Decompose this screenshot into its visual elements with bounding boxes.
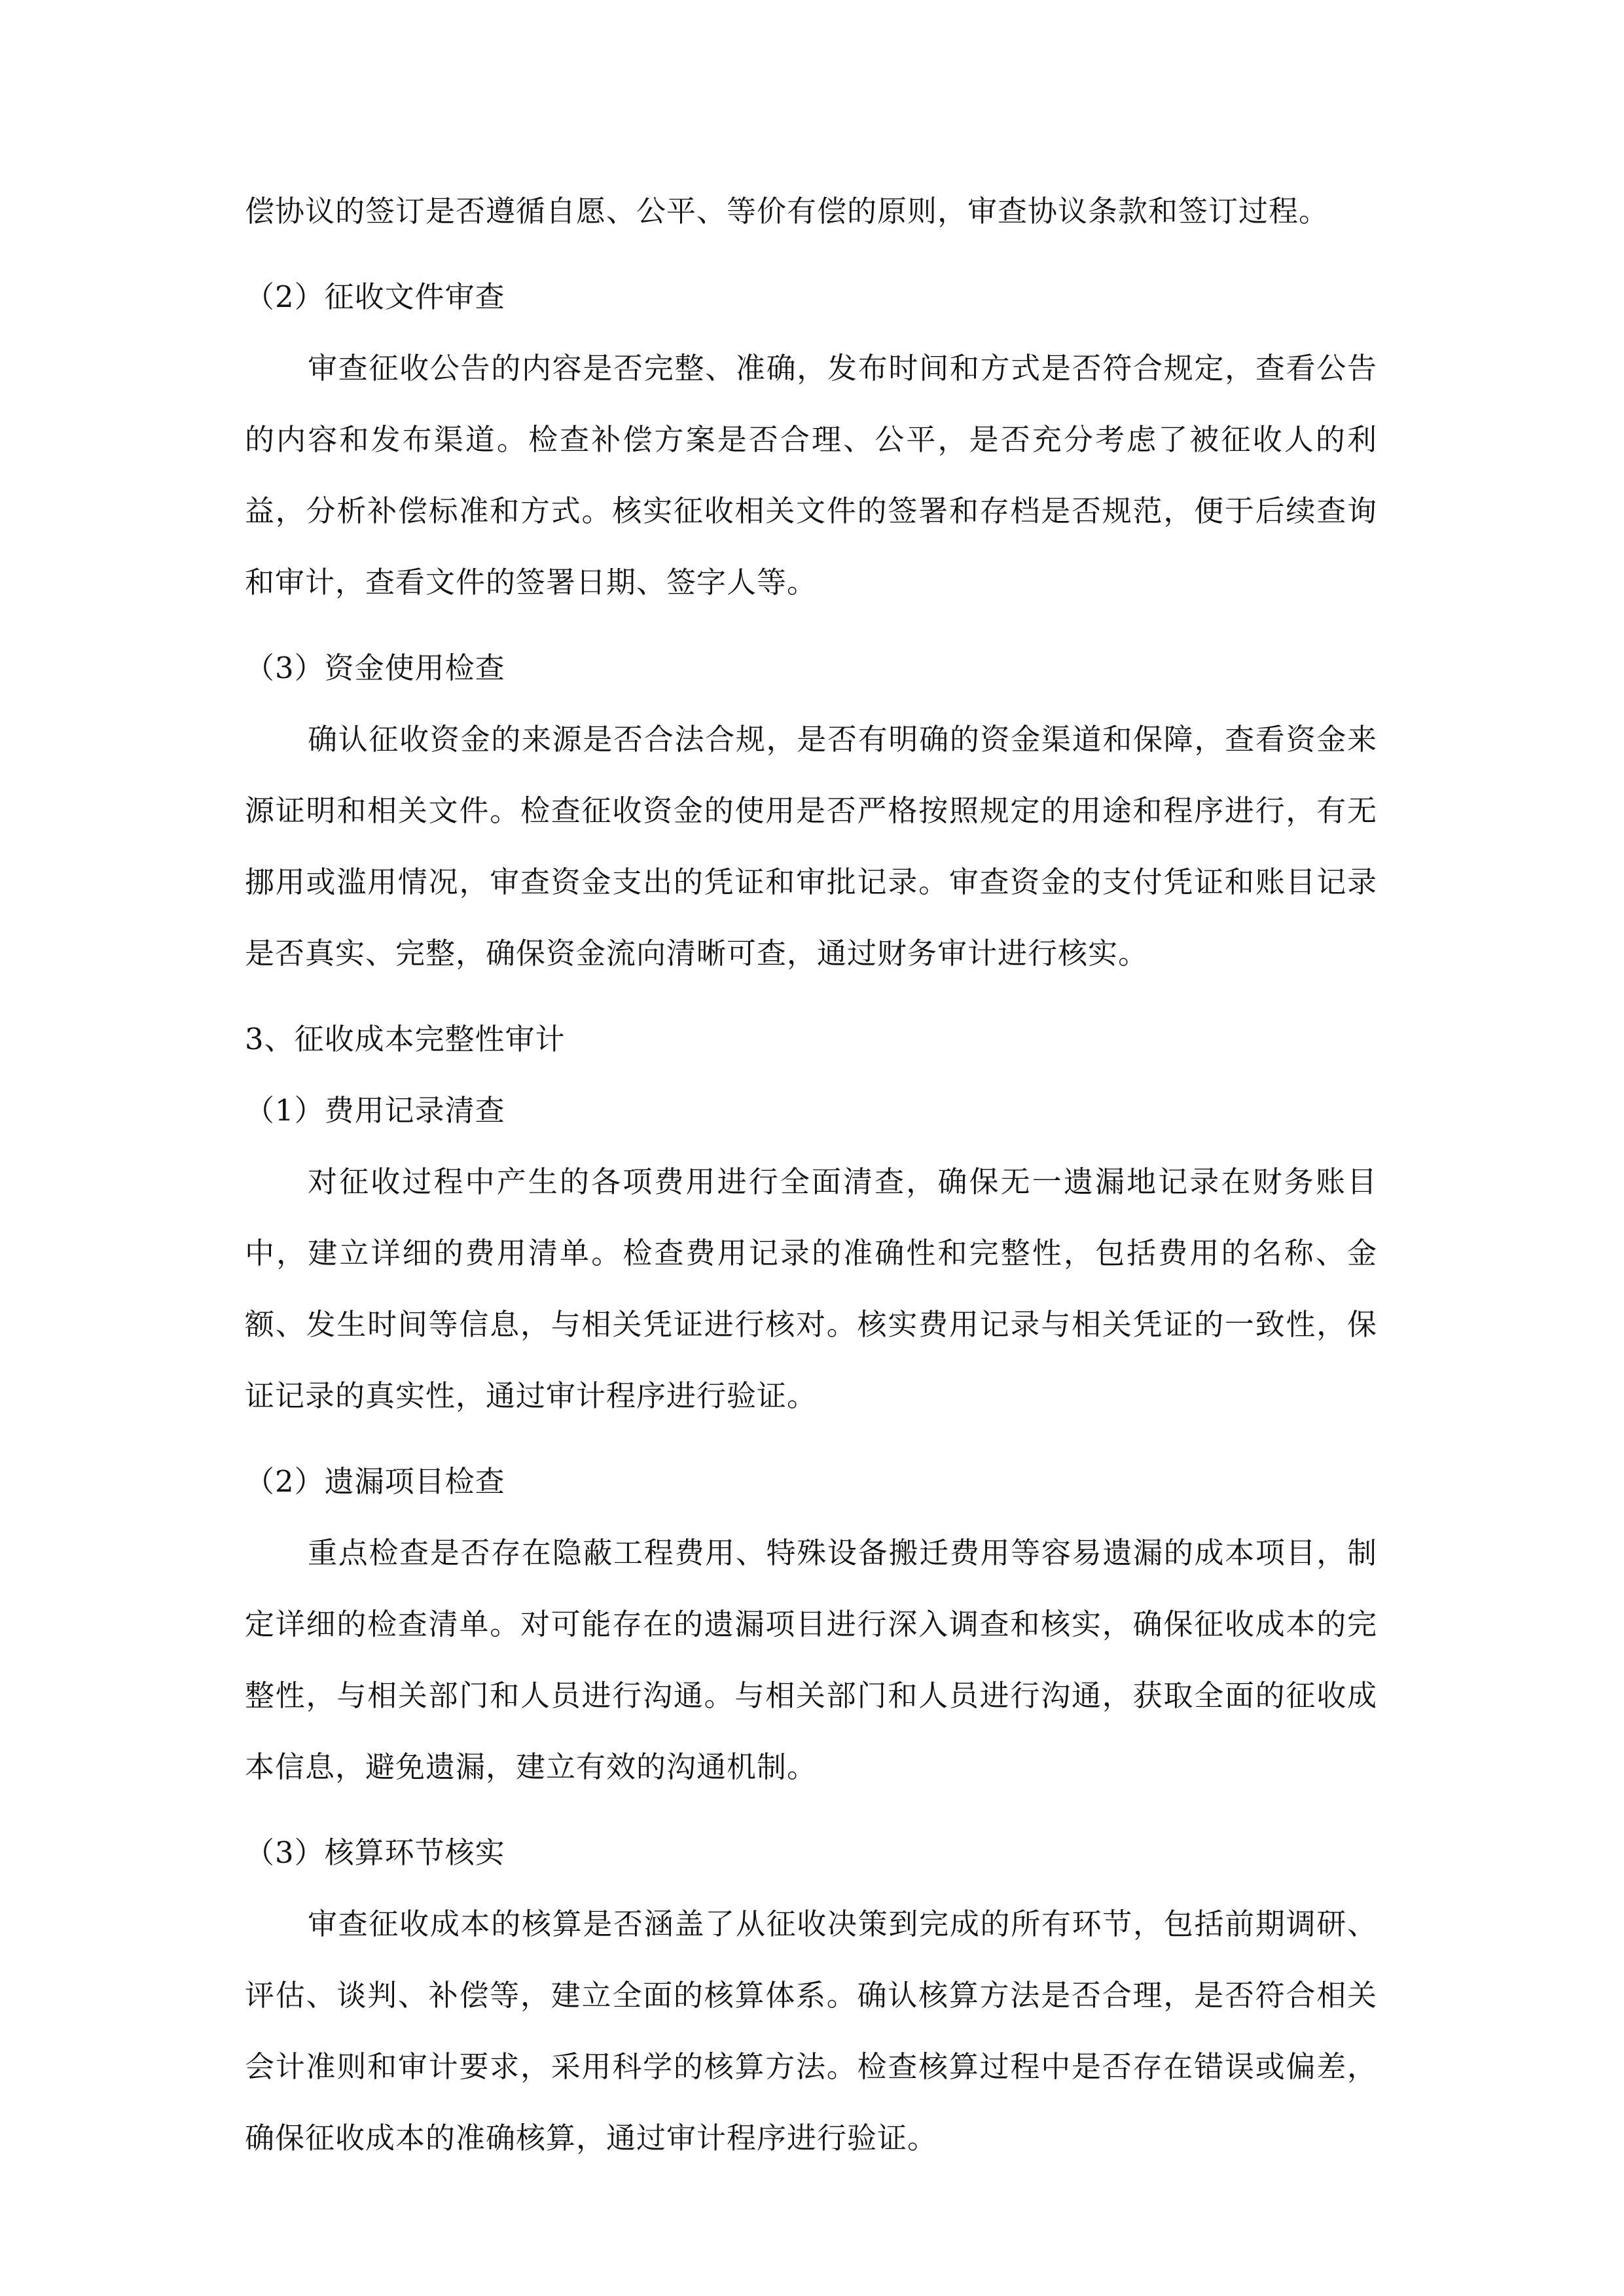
- section-paragraph: 确认征收资金的来源是否合法合规，是否有明确的资金渠道和保障，查看资金来源证明和相关文件。检查征收资金的使用是否严格按照规定的用途和程序进行，有无挪用或滥用情况，审查资金支出的凭证和审批记录。审查资金的支付凭证和账目记录是否真实、完整，确保资金流向清晰可查，通过财务审计进行核实。: [245, 722, 1377, 971]
- section-heading: （3）资金使用检查: [245, 651, 505, 685]
- section-paragraph: 审查征收公告的内容是否完整、准确，发布时间和方式是否符合规定，查看公告的内容和发布渠道。检查补偿方案是否合理、公平，是否充分考虑了被征收人的利益，分析补偿标准和方式。核实征收相关文件的签署和存档是否规范，便于后续查询和审计，查看文件的签署日期、签字人等。: [245, 351, 1377, 600]
- document-body: [245, 175, 1377, 2174]
- main-heading: 3、征收成本完整性审计: [245, 1022, 566, 1056]
- section-heading: （2）遗漏项目检查: [245, 1464, 505, 1499]
- section-heading: （3）核算环节核实: [245, 1835, 505, 1870]
- section-heading: （2）征收文件审查: [245, 279, 505, 314]
- section-heading: （1）费用记录清查: [245, 1093, 505, 1128]
- section-paragraph: 对征收过程中产生的各项费用进行全面清查，确保无一遗漏地记录在财务账目中，建立详细的费用清单。检查费用记录的准确性和完整性，包括费用的名称、金额、发生时间等信息，与相关凭证进行核对。核实费用记录与相关凭证的一致性，保证记录的真实性，通过审计程序进行验证。: [245, 1164, 1377, 1413]
- section-paragraph: 重点检查是否存在隐蔽工程费用、特殊设备搬迁费用等容易遗漏的成本项目，制定详细的检查清单。对可能存在的遗漏项目进行深入调查和核实，确保征收成本的完整性，与相关部门和人员进行沟通。与相关部门和人员进行沟通，获取全面的征收成本信息，避免遗漏，建立有效的沟通机制。: [245, 1535, 1377, 1784]
- continuation-paragraph: 偿协议的签订是否遵循自愿、公平、等价有偿的原则，审查协议条款和签订过程。: [245, 194, 1329, 228]
- section-paragraph: 审查征收成本的核算是否涵盖了从征收决策到完成的所有环节，包括前期调研、评估、谈判、补偿等，建立全面的核算体系。确认核算方法是否合理，是否符合相关会计准则和审计要求，采用科学的核算方法。检查核算过程中是否存在错误或偏差，确保征收成本的准确核算，通过审计程序进行验证。: [245, 1907, 1377, 2155]
